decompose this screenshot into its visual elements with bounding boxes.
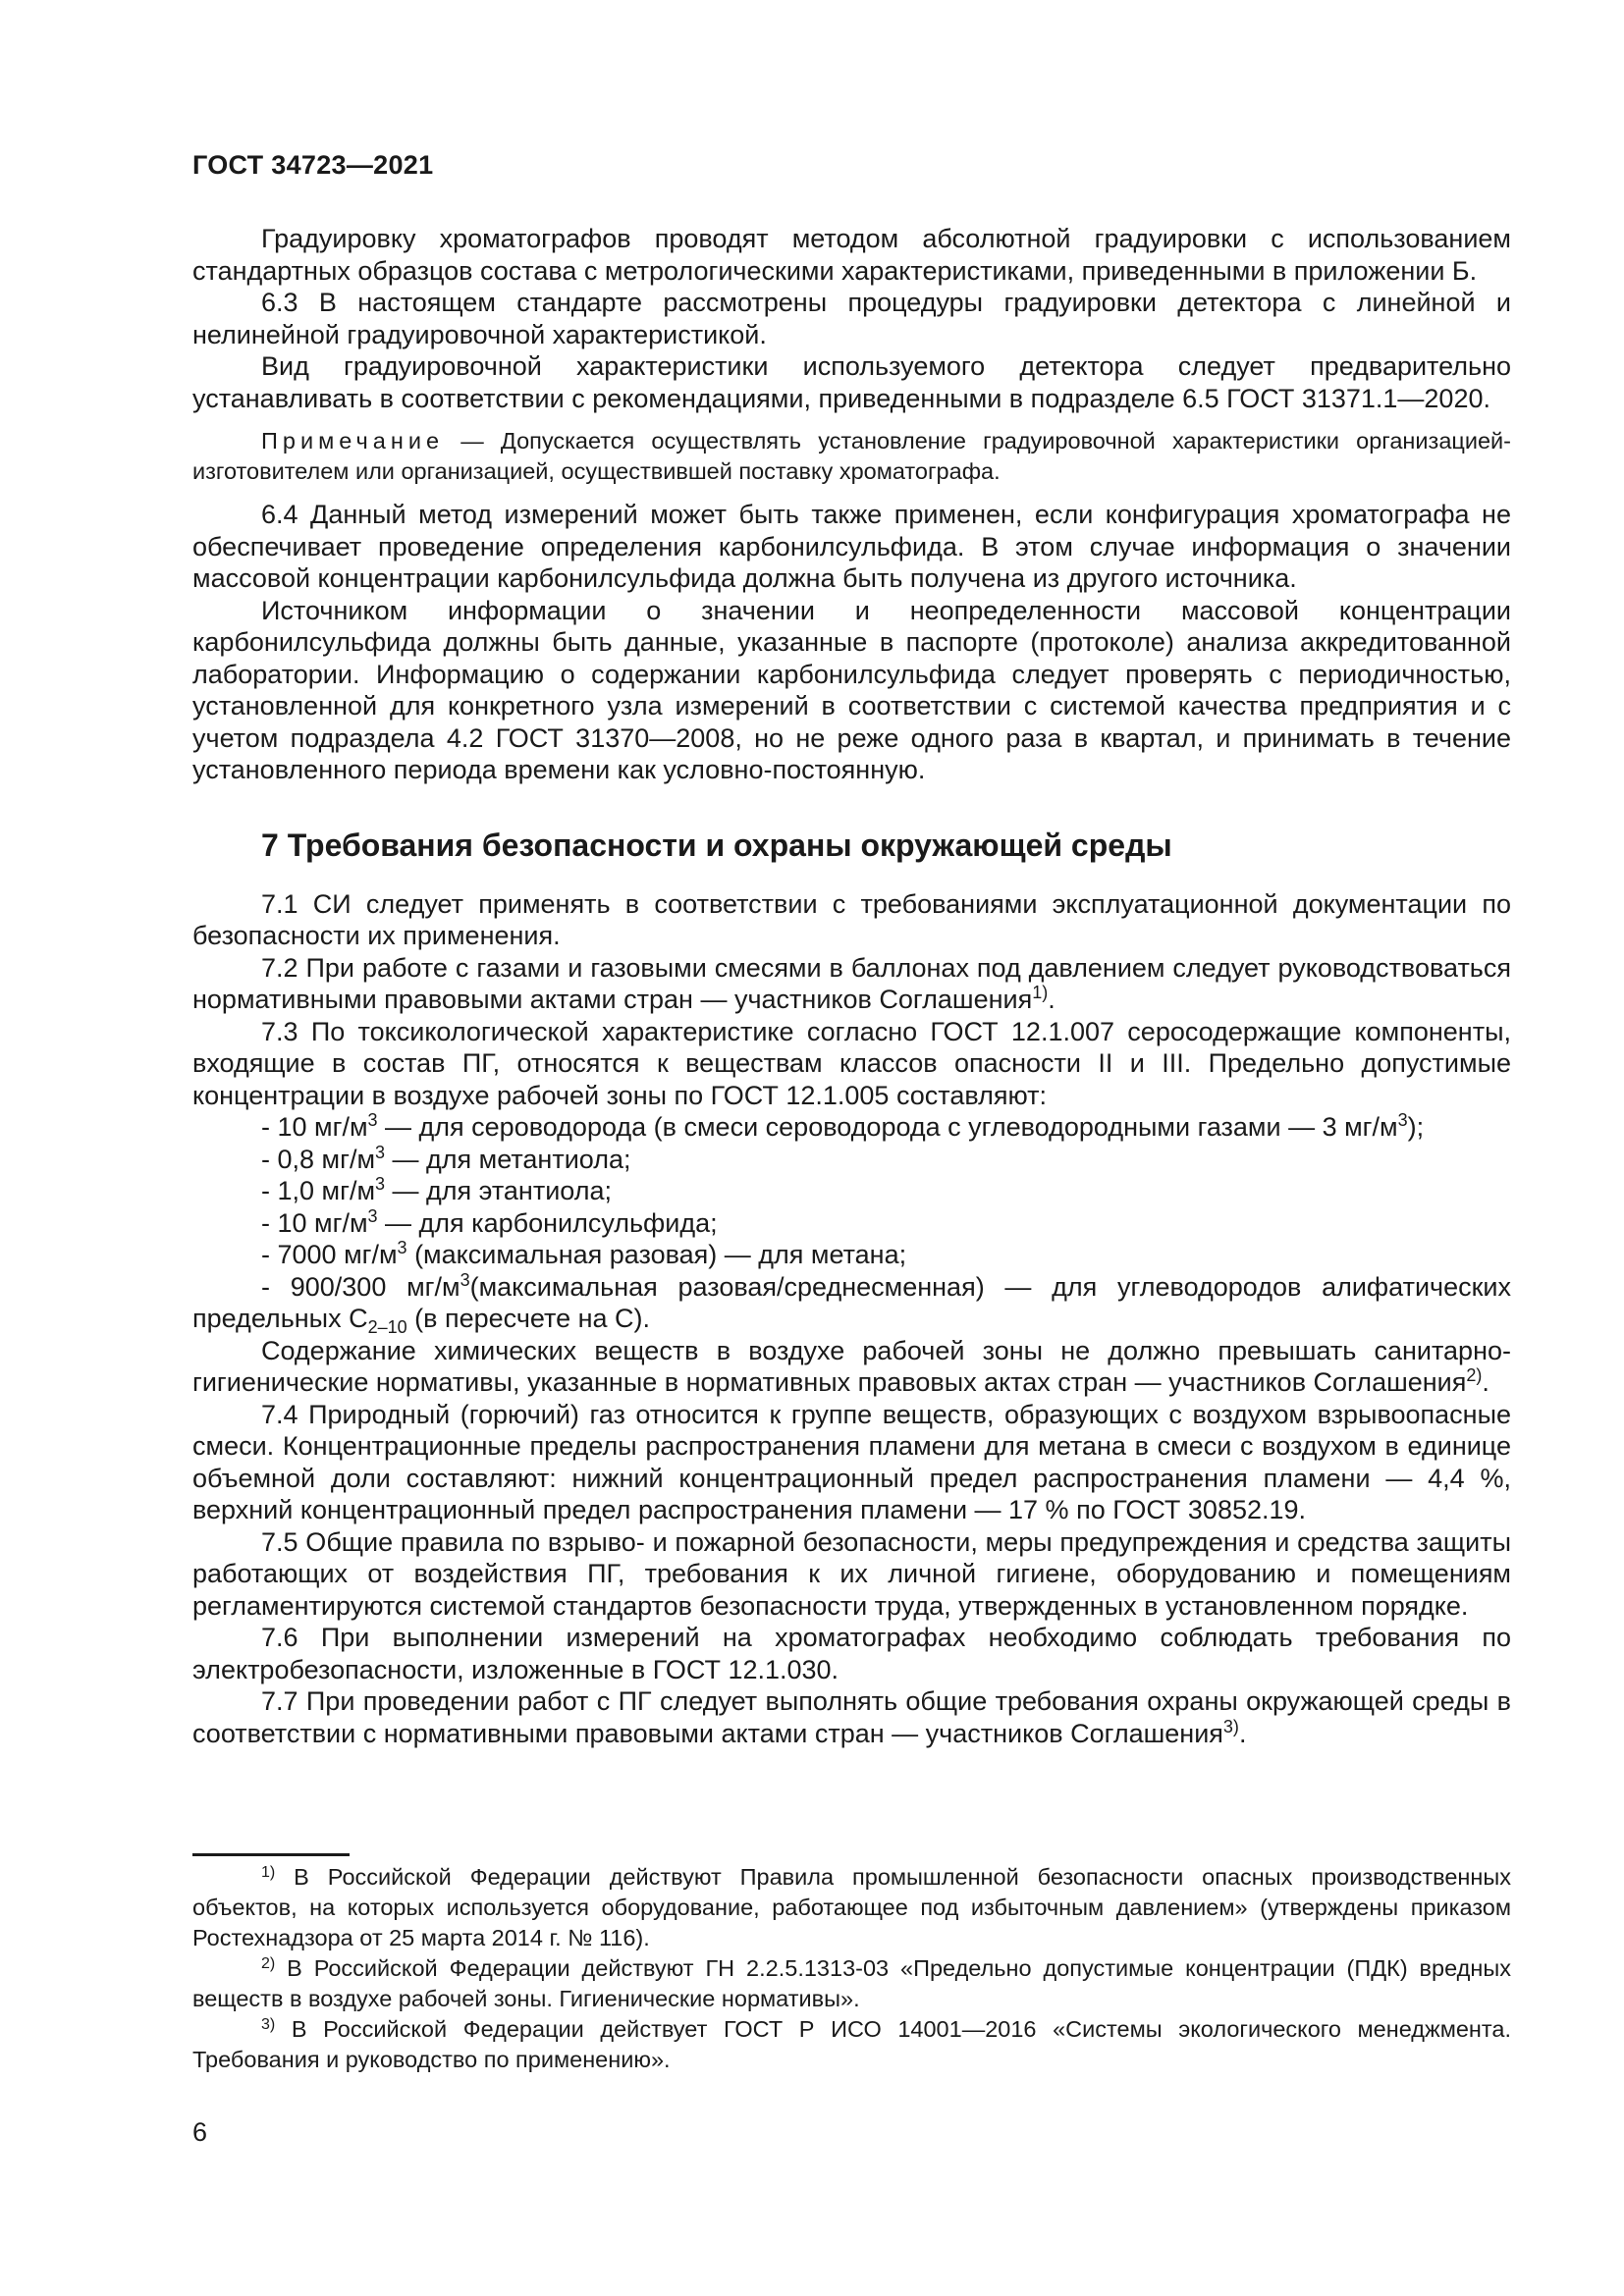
paragraph-info-source: Источником информации о значении и неопределенности массовой концентрации карбонилсульфида должны быть данные, указанные в паспорте (протоколе) анализа аккредитованной лаборатории. Информацию о содержании карбонилсульфида следует проверять с периодичностью, установленной для конкретного узла измерений в соответствии с системой качества предприятия и с учетом подраздела 4.2 ГОСТ 31370—2008, но не реже одного раза в квартал, и принимать в течение установленного периода времени как условно-постоянную. xyxy=(192,595,1511,784)
list-item: - 0,8 $мг/м^3$ — для метантиола; xyxy=(261,1142,631,1174)
footnote: $^{3)}$ В Российской Федерации действует ГОСТ Р ИСО 14001—2016 «Системы экологического менеджмента. Требования и руководство по применению». xyxy=(192,2016,1511,2072)
note xyxy=(192,426,1511,487)
paragraph-7-7: 7.7 При проведении работ с ПГ следует выполнять общие требования охраны окружающей среды в соответствии с нормативными правовыми актами стран — участников Соглашения$^{3)}$. xyxy=(192,1686,1511,1748)
footnotes xyxy=(192,1862,1511,2075)
list-item: - 10 $мг/м^3$ — для карбонилсульфида; xyxy=(261,1205,718,1238)
list-item: - 10 $мг/м^3$ — для сероводорода (в смеси сероводорода с углеводородными газами — 3 $мг/м^3$); xyxy=(261,1110,1425,1142)
body-text xyxy=(192,223,1511,1749)
paragraph-sanitary-norms: Содержание химических веществ в воздухе рабочей зоны не должно превышать санитарно-гигиенические нормативы, указанные в нормативных правовых актах стран — участников Соглашения$^{2)}$. xyxy=(192,1335,1511,1397)
document-header: ГОСТ 34723—2021 xyxy=(192,150,434,180)
paragraph-7-3: 7.3 По токсикологической характеристике согласно ГОСТ 12.1.007 серосодержащие компоненты, входящие в состав ПГ, относятся к веществам классов опасности II и III. Предельно допустимые концентрации в воздухе рабочей зоны по ГОСТ 12.1.005 составляют: xyxy=(192,1016,1511,1110)
list-item: - 1,0 $мг/м^3$ — для этантиола; xyxy=(261,1174,612,1205)
list-item: - 900/300 $мг/м^3(максимальная$ разовая/среднесменная) — для углеводородов алифатических предельных $С_{2-10}$ (в пересчете на С). xyxy=(192,1269,1511,1337)
paragraph-7-1: 7.1 СИ следует применять в соответствии с требованиями эксплуатационной документации по безопасности их применения. xyxy=(192,888,1511,950)
footnote-ref-1[interactable]: 1) xyxy=(1032,983,1049,1002)
paragraph-6-3: 6.3 В настоящем стандарте рассмотрены процедуры градуировки детектора с линейной и нелинейной градуировочной характеристикой. xyxy=(192,288,1511,349)
note-text: — Допускается осуществлять установление градуировочной характеристики организацией-изготовителем или организацией, осуществившей поставку хроматографа. xyxy=(192,428,1511,484)
paragraph-7-2: 7.2 При работе с газами и газовыми смесями в баллонах под давлением следует руководствоваться нормативными правовыми актами стран — участников Соглашения$^{1)}$. xyxy=(192,952,1511,1014)
footnote: $^{1)}$ В Российской Федерации действуют Правила промышленной безопасности опасных производственных объектов, на которых используется оборудование, работающее под избыточным давлением» (утверждены приказом Ростехнадзора от 25 марта 2014 г. № 116). xyxy=(192,1864,1511,1950)
paragraph-calibration-type: Вид градуировочной характеристики используемого детектора следует предварительно устанавливать в соответствии с рекомендациями, приведенными в подразделе 6.5 ГОСТ 31371.1—2020. xyxy=(192,351,1511,413)
paragraph-7-4: 7.4 Природный (горючий) газ относится к группе веществ, образующих с воздухом взрывоопасные смеси. Концентрационные пределы распространения пламени для метана в смеси с воздухом в единице объемной доли составляют: нижний концентрационный предел распространения пламени — 4,4 %, верхний концентрационный предел распространения пламени — 17 % по ГОСТ 30852.19. xyxy=(192,1399,1511,1524)
paragraph-calibration: Градуировку хроматографов проводят методом абсолютной градуировки с использованием стандартных образцов состава с метрологическими характеристиками, приведенными в приложении Б. xyxy=(192,224,1511,286)
note-label: Примечание xyxy=(261,428,445,454)
list-item: - 7000 $мг/м^3$ (максимальная разовая) — для метана; xyxy=(261,1238,907,1269)
footnote-divider xyxy=(192,1853,350,1856)
page-number: 6 xyxy=(192,2117,208,2147)
paragraph-7-6: 7.6 При выполнении измерений на хроматографах необходимо соблюдать требования по электробезопасности, изложенные в ГОСТ 12.1.030. xyxy=(192,1623,1511,1684)
footnote-ref-2[interactable]: 2) xyxy=(1466,1365,1483,1385)
footnote: $^{2)}$ В Российской Федерации действуют ГН 2.2.5.1313-03 «Предельно допустимые концентрации (ПДК) вредных веществ в воздухе рабочей зоны. Гигиенические нормативы». xyxy=(192,1955,1511,2011)
paragraph-6-4: 6.4 Данный метод измерений может быть также применен, если конфигурация хроматографа не обеспечивает проведение определения карбонилсульфида. В этом случае информация о значении массовой концентрации карбонилсульфида должна быть получена из другого источника. xyxy=(192,500,1511,593)
section-title: 7 Требования безопасности и охраны окружающей среды xyxy=(261,827,1172,863)
paragraph-7-5: 7.5 Общие правила по взрыво- и пожарной безопасности, меры предупреждения и средства защиты работающих от воздействия ПГ, требования к их личной гигиене, оборудованию и помещениям регламентируются системой стандартов безопасности труда, утвержденных в установленном порядке. xyxy=(192,1526,1511,1621)
footnote-ref-3[interactable]: 3) xyxy=(1222,1716,1239,1736)
